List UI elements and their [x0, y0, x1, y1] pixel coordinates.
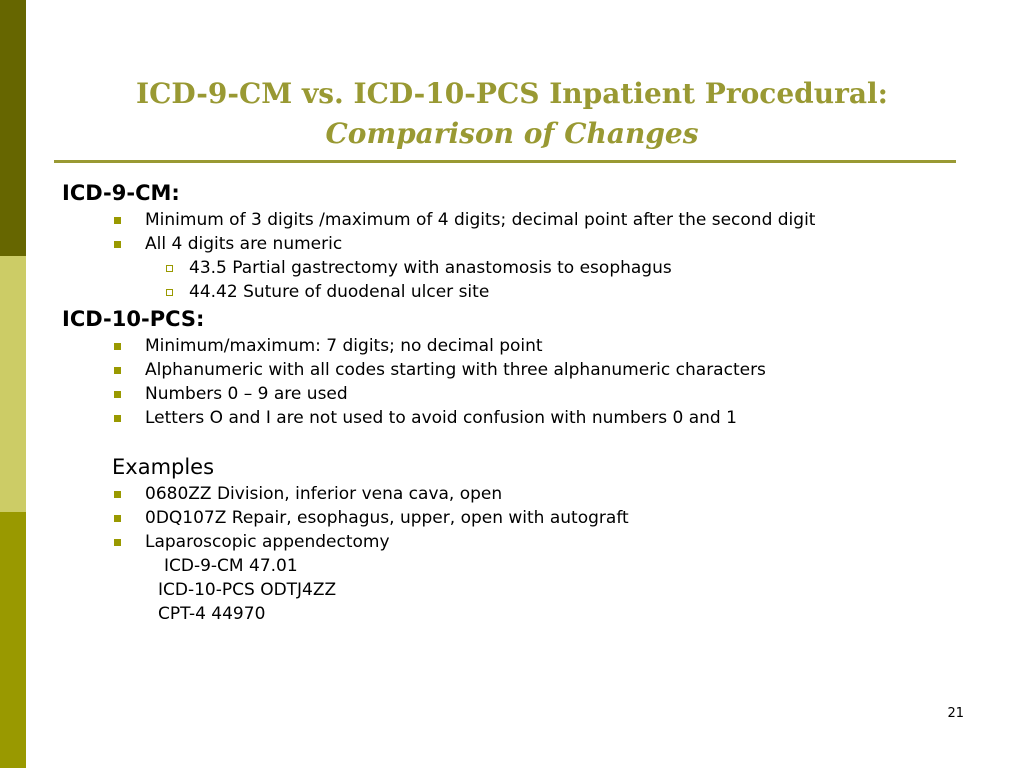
slide-title-line2: Comparison of Changes	[325, 117, 699, 150]
icd9-bullet: All 4 digits are numeric	[62, 232, 992, 256]
examples-label: Examples	[112, 455, 215, 479]
icd10-bullet: Letters O and I are not used to avoid confusion with numbers 0 and 1	[62, 406, 992, 430]
example-code-icd10: ICD-10-PCS ODTJ4ZZ	[158, 580, 337, 600]
icd10-bullet-list	[62, 334, 992, 430]
icd9-heading: ICD-9-CM:	[62, 181, 180, 205]
slide-title	[60, 74, 964, 154]
slide-body	[62, 178, 992, 626]
icd9-sub-bullet: 44.42 Suture of duodenal ulcer site	[62, 280, 992, 304]
example-bullet: Laparoscopic appendectomy	[62, 530, 992, 554]
icd10-bullet: Alphanumeric with all codes starting with three alphanumeric characters	[62, 358, 992, 382]
side-bar-middle	[0, 256, 26, 512]
example-bullet: 0680ZZ Division, inferior vena cava, open	[62, 482, 992, 506]
icd9-bullet-list	[62, 208, 992, 304]
icd9-sub-bullet: 43.5 Partial gastrectomy with anastomosis to esophagus	[62, 256, 992, 280]
example-bullet: 0DQ107Z Repair, esophagus, upper, open with autograft	[62, 506, 992, 530]
title-divider	[54, 160, 956, 163]
slide-title-line1: ICD-9-CM vs. ICD-10-PCS Inpatient Procedural:	[136, 77, 888, 110]
icd10-heading: ICD-10-PCS:	[62, 307, 205, 331]
examples-bullet-list	[62, 482, 992, 554]
icd10-bullet: Minimum/maximum: 7 digits; no decimal point	[62, 334, 992, 358]
icd9-bullet: Minimum of 3 digits /maximum of 4 digits; decimal point after the second digit	[62, 208, 992, 232]
side-bar-bottom	[0, 512, 26, 768]
side-bar-top	[0, 0, 26, 256]
icd10-bullet: Numbers 0 – 9 are used	[62, 382, 992, 406]
page-number: 21	[947, 706, 964, 721]
example-code-cpt: CPT-4 44970	[158, 604, 266, 624]
example-code-icd9: ICD-9-CM 47.01	[164, 556, 298, 576]
